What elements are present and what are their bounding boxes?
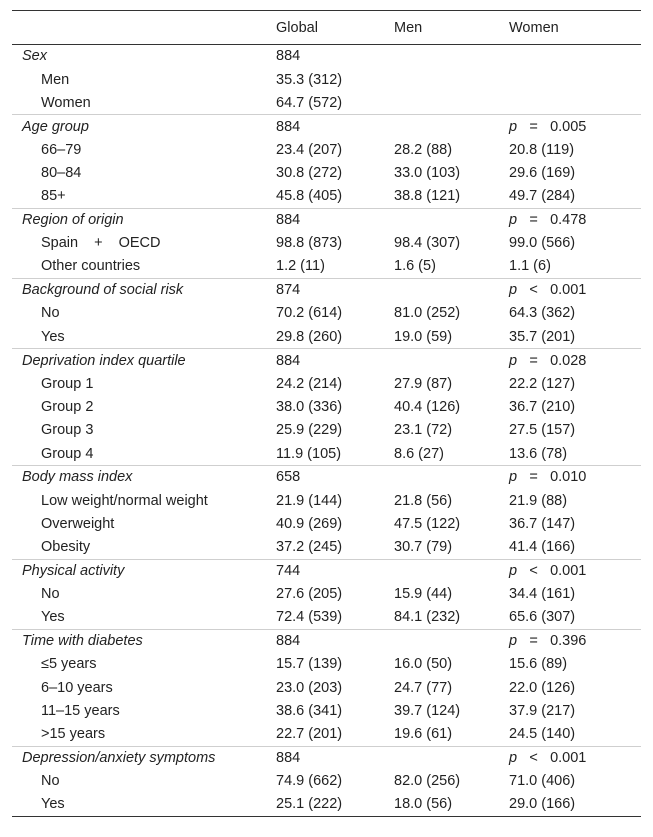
cell-global: 23.0 (203): [276, 679, 343, 696]
group-n-global: 884: [276, 48, 301, 65]
p-label: p: [509, 750, 518, 767]
p-value-cell: [499, 349, 641, 372]
group-n-global: 744: [266, 559, 384, 582]
cell-global: 70.2 (614): [276, 305, 343, 322]
cell-global: 11.9 (105): [276, 445, 342, 462]
group-label: Depression/anxiety symptoms: [12, 746, 266, 769]
p-operator: <: [529, 282, 538, 299]
table-row: [12, 161, 641, 184]
cell-women: 36.7 (147): [509, 516, 576, 532]
group-n-men: [384, 278, 499, 301]
p-operator: =: [529, 469, 538, 486]
table-row: [12, 536, 641, 559]
cell-women: 49.7 (284): [509, 188, 576, 205]
group-n-men: [384, 629, 499, 652]
row-label: Group 2: [41, 399, 94, 416]
cell-global: 21.9 (144): [276, 492, 343, 509]
group-n-men: [384, 559, 499, 582]
group-row: [12, 746, 641, 769]
row-label: Men: [41, 71, 70, 88]
cell-women: 21.9 (88): [509, 492, 568, 509]
cell-global: 38.6 (341): [276, 703, 343, 720]
group-n-men: [384, 45, 499, 68]
cell-men: 84.1 (232): [394, 609, 461, 626]
group-row: [12, 278, 641, 301]
group-row: [12, 45, 641, 68]
header-cell-global: Global: [266, 11, 384, 45]
row-label: Yes: [41, 609, 65, 626]
cell-global: 40.9 (269): [276, 516, 343, 532]
header-cell-blank: [12, 11, 266, 45]
cell-global: 23.4 (207): [276, 141, 343, 158]
cell-women: 99.0 (566): [509, 235, 576, 252]
table-row: [12, 582, 641, 605]
table-row: [12, 770, 641, 793]
p-label: p: [509, 633, 518, 650]
table-row: [12, 442, 641, 465]
p-label: p: [509, 212, 518, 229]
group-n-global: 884: [266, 746, 384, 769]
p-label: p: [509, 118, 518, 135]
cell-women: 29.6 (169): [509, 165, 576, 182]
cell-women: 34.4 (161): [509, 586, 576, 603]
cell-global: 27.6 (205): [276, 586, 343, 603]
p-value-cell: [499, 746, 641, 769]
cell-women: [499, 91, 641, 114]
cell-women: 27.5 (157): [509, 422, 576, 439]
p-label: p: [509, 469, 518, 486]
cell-men: 28.2 (88): [394, 141, 453, 158]
table-row: [12, 606, 641, 629]
cell-women: 20.8 (119): [509, 141, 575, 158]
group-n-global: 874: [266, 278, 384, 301]
cell-men: 39.7 (124): [394, 703, 461, 720]
cell-global: 38.0 (336): [276, 399, 343, 416]
cell-men: 23.1 (72): [394, 422, 453, 439]
cell-women: 36.7 (210): [509, 399, 576, 416]
row-label: No: [41, 305, 60, 322]
group-n-men: [384, 349, 499, 372]
cell-global: 35.3 (312): [276, 71, 343, 88]
characteristics-table: [12, 10, 641, 817]
cell-men: 81.0 (252): [394, 305, 461, 322]
p-value: 0.396: [550, 633, 587, 650]
cell-global: 74.9 (662): [276, 773, 343, 790]
group-label: Deprivation index quartile: [12, 349, 266, 372]
cell-global: 24.2 (214): [276, 375, 343, 392]
group-n-global: 884: [266, 349, 384, 372]
cell-women: 29.0 (166): [499, 793, 641, 816]
cell-men: [384, 91, 499, 114]
row-label: Overweight: [41, 516, 115, 532]
row-label: Yes: [41, 328, 65, 345]
group-row: [12, 208, 641, 231]
row-label: ≤5 years: [41, 656, 97, 673]
cell-global: 29.8 (260): [276, 328, 343, 345]
group-label: Physical activity: [12, 559, 266, 582]
p-operator: =: [529, 118, 538, 135]
table-header-row: [12, 11, 641, 45]
cell-women: 24.5 (140): [509, 726, 576, 743]
cell-men: 16.0 (50): [394, 656, 453, 673]
group-label: Age group: [12, 115, 266, 138]
p-value-cell: [499, 466, 641, 489]
table-row: [12, 653, 641, 676]
table-row: [12, 793, 641, 816]
cell-global: 15.7 (139): [276, 656, 343, 673]
p-label: p: [509, 352, 518, 369]
cell-global: 37.2 (245): [276, 539, 343, 556]
row-label: No: [41, 773, 60, 790]
p-value: 0.001: [550, 563, 587, 580]
cell-men: 27.9 (87): [394, 375, 453, 392]
row-label: Women: [41, 94, 91, 111]
row-label: 85+: [41, 188, 66, 205]
cell-women: 22.2 (127): [509, 375, 576, 392]
cell-global: 25.9 (229): [276, 422, 343, 439]
table-row: [12, 372, 641, 395]
cell-men: 19.0 (59): [394, 328, 453, 345]
table-row: [12, 325, 641, 348]
cell-global: 25.1 (222): [266, 793, 384, 816]
p-operator: =: [529, 212, 538, 229]
cell-women: 1.1 (6): [509, 258, 551, 275]
p-value-cell: [499, 208, 641, 231]
cell-women: 64.3 (362): [509, 305, 576, 322]
cell-women: 37.9 (217): [509, 703, 576, 720]
group-label: Sex: [22, 48, 47, 65]
p-value: 0.028: [550, 352, 587, 369]
row-label: Obesity: [41, 539, 91, 556]
group-label: Body mass index: [12, 466, 266, 489]
p-value-cell: [499, 45, 641, 68]
row-label: Yes: [12, 793, 266, 816]
group-row: [12, 466, 641, 489]
table-container: [12, 10, 641, 817]
row-label: Group 3: [41, 422, 94, 439]
group-n-global: 884: [266, 629, 384, 652]
cell-global: 64.7 (572): [276, 94, 343, 111]
p-operator: =: [529, 352, 538, 369]
table-row: [12, 419, 641, 442]
cell-men: 8.6 (27): [394, 445, 444, 462]
cell-women: 35.7 (201): [509, 328, 576, 345]
p-label: p: [509, 282, 518, 299]
group-n-global: 884: [266, 208, 384, 231]
cell-global: 1.2 (11): [276, 258, 325, 275]
cell-women: 13.6 (78): [509, 445, 568, 462]
cell-men: 1.6 (5): [394, 258, 436, 275]
table-row: [12, 512, 641, 535]
p-value: 0.001: [550, 282, 587, 299]
cell-global: 45.8 (405): [276, 188, 343, 205]
cell-women: 65.6 (307): [509, 609, 576, 626]
cell-men: 47.5 (122): [394, 516, 461, 532]
table-row: [12, 185, 641, 208]
table-row: [12, 91, 641, 114]
cell-men: [384, 68, 499, 91]
group-n-men: [384, 466, 499, 489]
header-cell-men: Men: [384, 11, 499, 45]
cell-men: 15.9 (44): [394, 586, 453, 603]
table-row: [12, 138, 641, 161]
group-n-global: 884: [266, 115, 384, 138]
table-row: [12, 302, 641, 325]
cell-global: 72.4 (539): [276, 609, 343, 626]
cell-men: 40.4 (126): [394, 399, 461, 416]
table-row: [12, 395, 641, 418]
cell-women: 22.0 (126): [509, 679, 576, 696]
p-operator: =: [529, 633, 538, 650]
table-row: [12, 232, 641, 255]
table-row: [12, 255, 641, 278]
group-row: [12, 349, 641, 372]
group-n-men: [384, 115, 499, 138]
group-row: [12, 629, 641, 652]
cell-men: 18.0 (56): [384, 793, 499, 816]
cell-men: 82.0 (256): [394, 773, 461, 790]
row-label: No: [41, 586, 60, 603]
cell-global: 22.7 (201): [276, 726, 343, 743]
cell-men: 24.7 (77): [394, 679, 453, 696]
p-operator: <: [529, 563, 538, 580]
group-n-global: 658: [266, 466, 384, 489]
p-label: p: [509, 563, 518, 580]
group-row: [12, 115, 641, 138]
row-label: Other countries: [41, 258, 141, 275]
p-value: 0.005: [550, 118, 587, 135]
cell-women: 15.6 (89): [509, 656, 568, 673]
cell-global: 30.8 (272): [276, 165, 343, 182]
table-row: [12, 489, 641, 512]
row-label: 80–84: [41, 165, 82, 182]
group-label: Region of origin: [12, 208, 266, 231]
table-row: [12, 676, 641, 699]
cell-men: 21.8 (56): [394, 492, 453, 509]
p-value-cell: [499, 629, 641, 652]
cell-men: 19.6 (61): [394, 726, 453, 743]
cell-men: 98.4 (307): [394, 235, 461, 252]
row-label: Spain + OECD: [41, 235, 161, 252]
p-value-cell: [499, 115, 641, 138]
group-row: [12, 559, 641, 582]
row-label: 6–10 years: [41, 679, 113, 696]
cell-men: 30.7 (79): [394, 539, 453, 556]
p-value: 0.001: [550, 750, 587, 767]
cell-women: 71.0 (406): [509, 773, 576, 790]
cell-women: [499, 68, 641, 91]
row-label: Group 4: [41, 445, 94, 462]
p-value: 0.478: [550, 212, 587, 229]
table-row: [12, 68, 641, 91]
cell-men: 33.0 (103): [394, 165, 461, 182]
row-label: 11–15 years: [41, 703, 120, 720]
cell-women: 41.4 (166): [509, 539, 576, 556]
row-label: 66–79: [41, 141, 82, 158]
cell-global: 98.8 (873): [276, 235, 343, 252]
cell-men: 38.8 (121): [394, 188, 461, 205]
p-value-cell: [499, 278, 641, 301]
row-label: Group 1: [41, 375, 94, 392]
table-row: [12, 699, 641, 722]
row-label: >15 years: [41, 726, 106, 743]
group-n-men: [384, 208, 499, 231]
p-value-cell: [499, 559, 641, 582]
table-row: [12, 723, 641, 746]
table-body: [12, 45, 641, 817]
group-label: Background of social risk: [12, 278, 266, 301]
group-n-men: [384, 746, 499, 769]
row-label: Low weight/normal weight: [41, 492, 208, 509]
p-operator: <: [529, 750, 538, 767]
header-cell-women: Women: [499, 11, 641, 45]
group-label: Time with diabetes: [12, 629, 266, 652]
p-value: 0.010: [550, 469, 587, 486]
